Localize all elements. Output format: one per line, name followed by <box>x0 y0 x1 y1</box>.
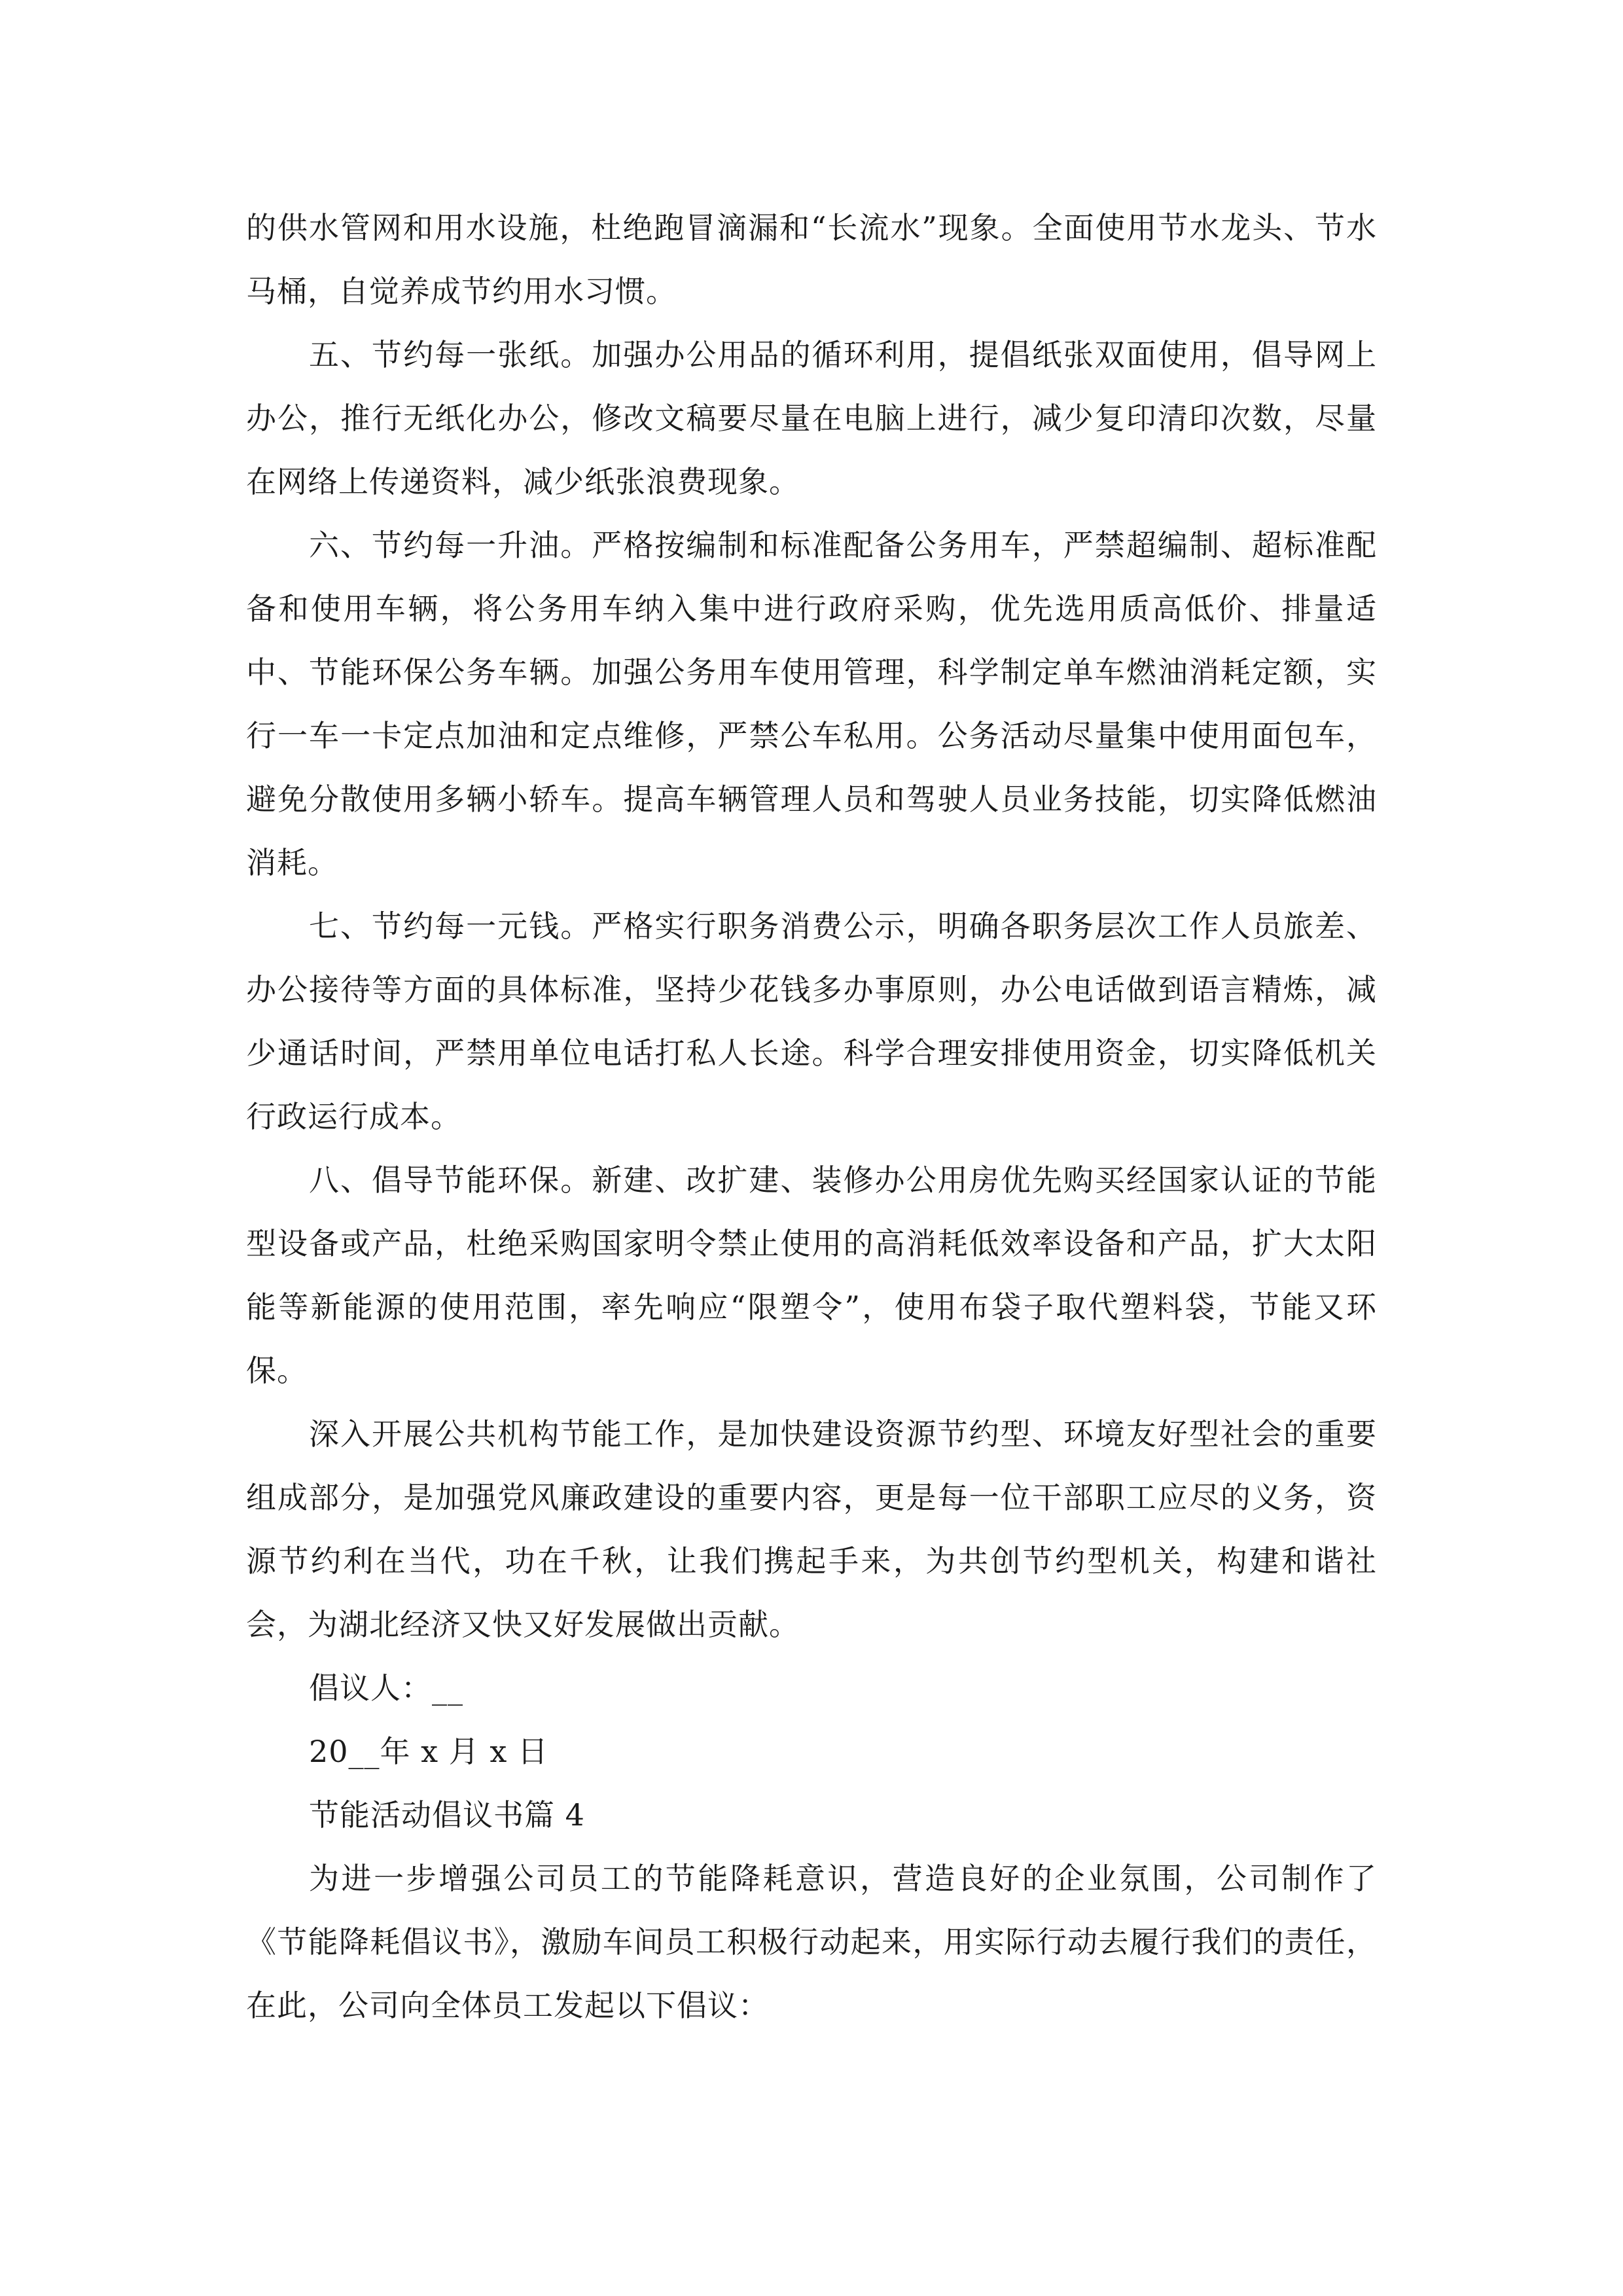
paragraph-save-money: 七、节约每一元钱。严格实行职务消费公示，明确各职务层次工作人员旅差、办公接待等方面的具体标准，坚持少花钱多办事原则，办公电话做到语言精炼，减少通话时间，严禁用单位电话打私人长途。科学合理安排使用资金，切实降低机关行政运行成本。 <box>246 908 1377 1134</box>
paragraph-water-saving-continued: 的供水管网和用水设施，杜绝跑冒滴漏和“长流水”现象。全面使用节水龙头、节水马桶，自觉养成节约用水习惯。 <box>246 210 1377 309</box>
paragraph-save-fuel: 六、节约每一升油。严格按编制和标准配备公务用车，严禁超编制、超标准配备和使用车辆，将公务用车纳入集中进行政府采购，优先选用质高低价、排量适中、节能环保公务车辆。加强公务用车使用管理，科学制定单车燃油消耗定额，实行一车一卡定点加油和定点维修，严禁公车私用。公务活动尽量集中使用面包车，避免分散使用多辆小轿车。提高车辆管理人员和驾驶人员业务技能，切实降低燃油消耗。 <box>246 528 1377 880</box>
paragraph-proposal-intro: 为进一步增强公司员工的节能降耗意识，营造良好的企业氛围，公司制作了《节能降耗倡议书》，激励车间员工积极行动起来，用实际行动去履行我们的责任，在此，公司向全体员工发起以下倡议： <box>246 1861 1377 2023</box>
signature-line: 倡议人：__ <box>309 1670 463 1706</box>
document-body <box>246 196 1377 2037</box>
paragraph-save-paper: 五、节约每一张纸。加强办公用品的循环利用，提倡纸张双面使用，倡导网上办公，推行无纸化办公，修改文稿要尽量在电脑上进行，减少复印清印次数，尽量在网络上传递资料，减少纸张浪费现象。 <box>246 337 1377 499</box>
section-heading: 节能活动倡议书篇 4 <box>309 1797 585 1833</box>
paragraph-energy-saving-environment: 八、倡导节能环保。新建、改扩建、装修办公用房优先购买经国家认证的节能型设备或产品，杜绝采购国家明令禁止使用的高消耗低效率设备和产品，扩大太阳能等新能源的使用范围，率先响应“限塑令”，使用布袋子取代塑料袋，节能又环保。 <box>246 1162 1377 1388</box>
date-line: 20__年 x 月 x 日 <box>309 1734 548 1769</box>
paragraph-conclusion: 深入开展公共机构节能工作，是加快建设资源节约型、环境友好型社会的重要组成部分，是加强党风廉政建设的重要内容，更是每一位干部职工应尽的义务，资源节约利在当代，功在千秋，让我们携起手来，为共创节约型机关，构建和谐社会，为湖北经济又快又好发展做出贡献。 <box>246 1416 1377 1642</box>
